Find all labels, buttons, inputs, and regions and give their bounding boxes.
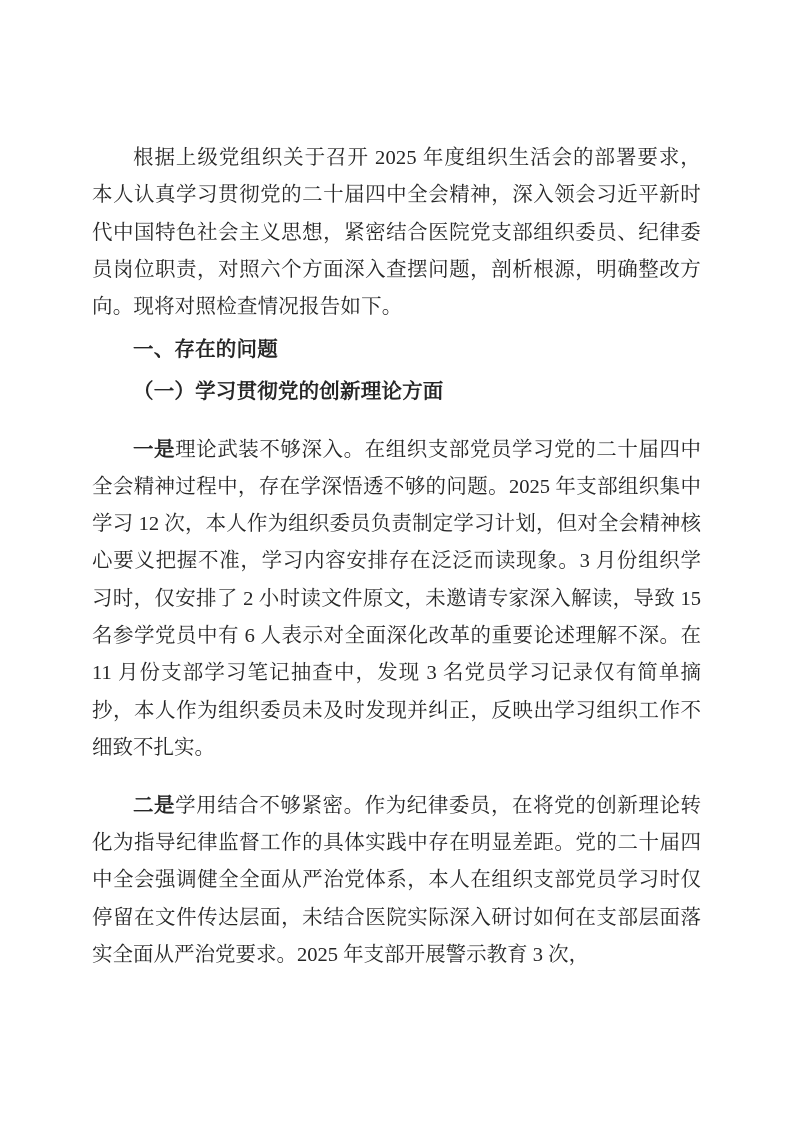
- section-heading-one: 一、存在的问题: [133, 339, 278, 362]
- point-two-lead: 二是: [133, 794, 176, 817]
- subsection-heading-one: （一）学习贯彻党的创新理论方面: [133, 380, 444, 403]
- document-body: [92, 140, 701, 974]
- point-one-lead: 一是: [133, 438, 176, 461]
- intro-paragraph: 根据上级党组织关于召开 2025 年度组织生活会的部署要求，本人认真学习贯彻党的二十届四中全会精神，深入领会习近平新时代中国特色社会主义思想，紧密结合医院党支部组织委员、纪律委员岗位职责，对照六个方面深入查摆问题，剖析根源，明确整改方向。现将对照检查情况报告如下。: [92, 147, 701, 319]
- point-one-paragraph: [92, 432, 701, 768]
- point-two-text: 学用结合不够紧密。作为纪律委员，在将党的创新理论转化为指导纪律监督工作的具体实践中存在明显差距。党的二十届四中全会强调健全全面从严治党体系，本人在组织支部党员学习时仅停留在文件传达层面，未结合医院实际深入研讨如何在支部层面落实全面从严治党要求。2025 年支部开展警示教育 3 次，: [92, 794, 702, 966]
- point-one-text: 理论武装不够深入。在组织支部党员学习党的二十届四中全会精神过程中，存在学深悟透不够的问题。2025 年支部组织集中学习 12 次，本人作为组织委员负责制定学习计划，但对全会精神核心要义把握不准，学习内容安排存在泛泛而读现象。3 月份组织学习时，仅安排了 2 小时读文件原文，未邀请专家深入解读，导致 15 名参学党员中有 6 人表示对全面深化改革的重要论述理解不深。在 11 月份支部学习笔记抽查中，发现 3 名党员学习记录仅有简单摘抄，本人作为组织委员未及时发现并纠正，反映出学习组织工作不细致不扎实。: [92, 438, 702, 759]
- point-two-paragraph: [92, 788, 701, 974]
